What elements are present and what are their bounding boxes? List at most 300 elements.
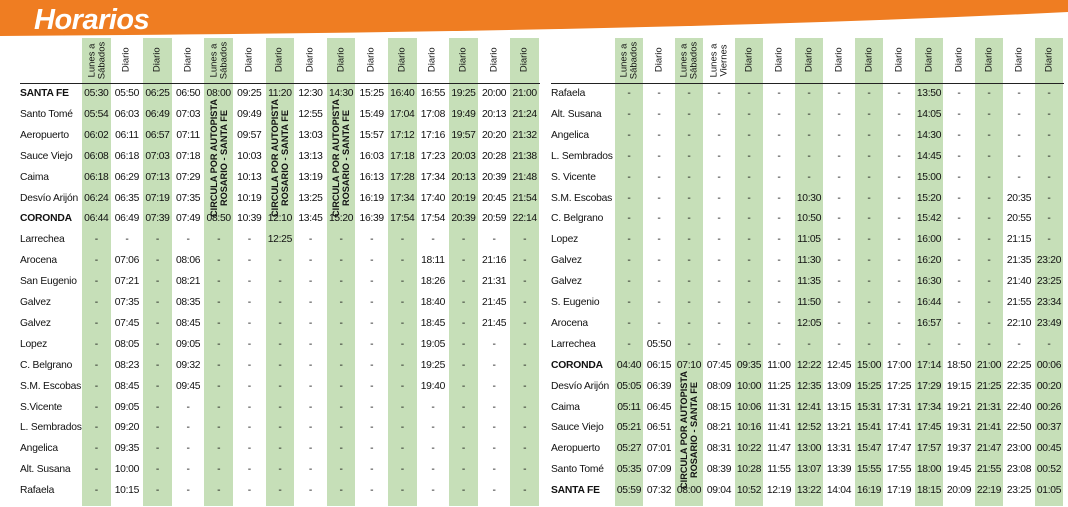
time-cell: - <box>837 88 841 99</box>
time-cell: - <box>777 338 781 350</box>
time-cell: - <box>431 401 435 413</box>
time-cell: 11:55 <box>767 464 791 476</box>
time-cell: - <box>370 401 374 413</box>
time-cell: - <box>94 338 98 350</box>
time-cell: 21:32 <box>512 129 537 141</box>
time-cell: 07:49 <box>175 213 201 225</box>
time-cell: 17:23 <box>420 150 446 162</box>
time-cell: 17:04 <box>390 108 415 120</box>
time-cell: - <box>186 485 190 497</box>
time-cell: 21:25 <box>976 380 1002 392</box>
time-cell: - <box>278 255 282 267</box>
time-cell: - <box>1047 213 1051 225</box>
time-cell: - <box>657 108 661 120</box>
time-cell: - <box>339 234 343 246</box>
time-cell: - <box>523 443 527 455</box>
time-cell: 10:39 <box>237 213 262 225</box>
time-cell: - <box>247 338 251 350</box>
time-cell: 08:35 <box>175 297 201 308</box>
time-cell: - <box>400 338 404 350</box>
time-cell: - <box>867 317 871 329</box>
time-cell: - <box>777 317 781 329</box>
time-cell: 16:19 <box>856 485 882 497</box>
time-cell: - <box>777 108 781 120</box>
time-cell: 06:29 <box>114 171 140 183</box>
time-cell: 15:55 <box>856 464 882 476</box>
time-cell: - <box>278 464 282 476</box>
column-header: Diario <box>773 47 785 73</box>
time-cell: 17:57 <box>916 443 942 455</box>
time-cell: - <box>278 317 282 329</box>
time-cell: - <box>957 276 961 288</box>
time-cell: 06:08 <box>84 150 109 162</box>
time-cell: 11:25 <box>767 380 791 392</box>
time-cell: 20:35 <box>1006 192 1032 204</box>
time-cell: 09:35 <box>114 443 140 455</box>
time-cell: - <box>837 338 841 350</box>
time-cell: 07:10 <box>676 359 702 371</box>
time-cell: - <box>400 297 404 308</box>
header-banner <box>0 0 1068 40</box>
time-cell: - <box>370 422 374 434</box>
time-cell: - <box>247 443 251 455</box>
time-cell: 11:00 <box>767 359 791 371</box>
time-cell: 20:39 <box>481 171 507 183</box>
time-cell: - <box>657 129 661 141</box>
time-cell: 15:49 <box>359 108 384 120</box>
time-cell: - <box>687 171 691 183</box>
time-cell: - <box>627 171 631 183</box>
time-cell: - <box>247 422 251 434</box>
time-cell: 20:55 <box>1006 213 1032 225</box>
time-cell: - <box>987 234 991 246</box>
time-cell: 06:24 <box>84 192 109 204</box>
time-cell: - <box>657 171 661 183</box>
time-cell: 15:00 <box>916 171 942 183</box>
station-name: SANTA FE <box>551 485 600 497</box>
time-cell: - <box>867 276 871 288</box>
time-cell: - <box>94 443 98 455</box>
time-cell: - <box>1017 150 1021 162</box>
station-name: Lopez <box>20 338 48 350</box>
time-cell: - <box>278 380 282 392</box>
time-cell: - <box>523 401 527 413</box>
column-header: Diario <box>983 47 995 73</box>
time-cell: - <box>339 317 343 329</box>
time-cell: - <box>897 276 901 288</box>
time-cell: - <box>777 192 781 204</box>
time-cell: - <box>308 297 313 308</box>
time-cell: 15:41 <box>856 422 882 434</box>
time-cell: - <box>370 234 374 246</box>
time-cell: 10:13 <box>237 171 262 183</box>
time-cell: - <box>155 443 160 455</box>
time-cell: 09:57 <box>237 129 262 141</box>
time-cell: 08:45 <box>175 317 201 329</box>
time-cell: - <box>1047 150 1051 162</box>
time-cell: - <box>523 255 527 267</box>
time-cell: - <box>687 317 691 329</box>
column-header: Diario <box>243 47 255 73</box>
time-cell: 08:21 <box>706 422 732 434</box>
time-cell: - <box>217 297 221 308</box>
time-cell: - <box>308 276 313 288</box>
time-cell: - <box>217 276 221 288</box>
time-cell: - <box>155 359 160 371</box>
time-cell: 11:20 <box>268 88 292 99</box>
time-cell: 18:50 <box>946 359 972 371</box>
time-cell: - <box>492 338 496 350</box>
time-cell: - <box>957 234 961 246</box>
time-cell: 08:05 <box>114 338 140 350</box>
time-cell: - <box>370 443 374 455</box>
time-cell: 19:49 <box>451 108 476 120</box>
time-cell: - <box>186 401 190 413</box>
time-cell: - <box>807 88 811 99</box>
time-cell: - <box>837 150 841 162</box>
column-header: Diario <box>833 47 845 73</box>
time-cell: 12:25 <box>267 234 293 246</box>
station-name: S.Vicente <box>20 401 63 413</box>
time-cell: - <box>431 464 435 476</box>
time-cell: - <box>957 338 961 350</box>
time-cell: 20:13 <box>451 171 476 183</box>
time-cell: 10:06 <box>736 401 762 413</box>
station-name: S. Eugenio <box>551 297 600 308</box>
time-cell: - <box>897 88 901 99</box>
time-cell: - <box>957 150 961 162</box>
time-cell: - <box>492 422 496 434</box>
time-cell: - <box>370 359 374 371</box>
time-cell: 15:42 <box>916 213 942 225</box>
time-cell: 08:50 <box>206 213 231 225</box>
column-header: Diario <box>488 47 500 73</box>
time-cell: - <box>747 317 751 329</box>
time-cell: - <box>627 234 631 246</box>
time-cell: - <box>687 338 691 350</box>
time-cell: - <box>155 338 160 350</box>
station-name: San Eugenio <box>20 276 77 288</box>
time-cell: - <box>339 485 343 497</box>
time-cell: 07:11 <box>176 129 200 141</box>
column-header: Lunes a Sábados <box>85 41 107 79</box>
time-cell: - <box>94 359 98 371</box>
time-cell: - <box>987 150 991 162</box>
time-cell: - <box>747 338 751 350</box>
time-cell: - <box>308 422 313 434</box>
time-cell: - <box>717 171 721 183</box>
time-cell: 10:16 <box>736 422 762 434</box>
time-cell: 22:19 <box>976 485 1002 497</box>
time-cell: - <box>523 380 527 392</box>
time-cell: 10:00 <box>114 464 140 476</box>
time-cell: - <box>339 401 343 413</box>
time-cell: - <box>777 276 781 288</box>
time-cell: 07:09 <box>646 464 672 476</box>
time-cell: 14:04 <box>826 485 852 497</box>
time-cell: - <box>461 464 466 476</box>
station-name: Alt. Susana <box>20 464 71 476</box>
station-name: S.M. Escobas <box>551 192 613 204</box>
time-cell: - <box>957 297 961 308</box>
time-cell: - <box>461 276 466 288</box>
time-cell: - <box>523 464 527 476</box>
time-cell: - <box>837 234 841 246</box>
time-cell: - <box>627 255 631 267</box>
column-header: Diario <box>304 47 316 73</box>
time-cell: 10:30 <box>796 192 822 204</box>
time-cell: - <box>717 234 721 246</box>
time-cell: - <box>657 88 661 99</box>
time-cell: 15:25 <box>359 88 384 99</box>
time-cell: - <box>987 297 991 308</box>
time-cell: - <box>217 359 221 371</box>
station-name: Santo Tomé <box>20 108 73 120</box>
time-cell: - <box>155 276 160 288</box>
time-cell: - <box>897 192 901 204</box>
time-cell: - <box>837 171 841 183</box>
time-cell: 19:45 <box>946 464 972 476</box>
time-cell: - <box>186 234 190 246</box>
station-name: Galvez <box>551 255 582 267</box>
time-cell: 07:29 <box>175 171 201 183</box>
station-name: Aeropuerto <box>20 129 69 141</box>
time-cell: 16:55 <box>420 88 446 99</box>
time-cell: 19:25 <box>451 88 476 99</box>
time-cell: - <box>837 129 841 141</box>
time-cell: 07:35 <box>114 297 140 308</box>
time-cell: 14:45 <box>916 150 942 162</box>
time-cell: - <box>837 297 841 308</box>
time-cell: 21:38 <box>512 150 537 162</box>
time-cell: - <box>278 443 282 455</box>
time-cell: 19:15 <box>946 380 972 392</box>
time-cell: 19:05 <box>420 338 446 350</box>
time-cell: - <box>957 317 961 329</box>
time-cell: - <box>308 464 313 476</box>
time-cell: 21:31 <box>976 401 1002 413</box>
time-cell: 05:35 <box>616 464 642 476</box>
time-cell: - <box>687 108 691 120</box>
time-cell: 14:30 <box>916 129 942 141</box>
time-cell: - <box>155 297 160 308</box>
time-cell: 18:15 <box>916 485 942 497</box>
time-cell: - <box>747 150 751 162</box>
time-cell: - <box>308 255 313 267</box>
time-cell: 21:55 <box>976 464 1002 476</box>
time-cell: - <box>687 234 691 246</box>
time-cell: 10:52 <box>736 485 762 497</box>
time-cell: - <box>308 338 313 350</box>
time-cell: - <box>987 213 991 225</box>
time-cell: - <box>492 485 496 497</box>
time-cell: 12:22 <box>796 359 822 371</box>
time-cell: - <box>523 485 527 497</box>
time-cell: - <box>155 464 160 476</box>
time-cell: - <box>687 129 691 141</box>
time-cell: - <box>461 338 466 350</box>
time-cell: 00:06 <box>1036 359 1062 371</box>
time-cell: - <box>278 401 282 413</box>
time-cell: - <box>987 88 991 99</box>
time-cell: - <box>1047 129 1051 141</box>
column-header: Diario <box>953 47 965 73</box>
time-cell: - <box>308 443 313 455</box>
time-cell: - <box>687 88 691 99</box>
column-header: Diario <box>518 47 530 73</box>
time-cell: - <box>717 129 721 141</box>
time-cell: - <box>957 88 961 99</box>
time-cell: - <box>837 255 841 267</box>
header-rule <box>551 83 1064 84</box>
time-cell: 17:34 <box>916 401 942 413</box>
time-cell: 07:03 <box>175 108 201 120</box>
time-cell: - <box>717 150 721 162</box>
time-cell: - <box>717 276 721 288</box>
time-cell: - <box>657 234 661 246</box>
station-name: C. Belgrano <box>551 213 604 225</box>
time-cell: 07:21 <box>114 276 140 288</box>
time-cell: - <box>400 234 404 246</box>
time-cell: - <box>957 108 961 120</box>
time-cell: - <box>717 88 721 99</box>
time-cell: 21:31 <box>481 276 507 288</box>
time-cell: 23:20 <box>1036 255 1062 267</box>
time-cell: - <box>370 380 374 392</box>
time-cell: 06:51 <box>646 422 672 434</box>
time-cell: 09:05 <box>175 338 201 350</box>
time-cell: 21:00 <box>512 88 537 99</box>
time-cell: - <box>217 255 221 267</box>
time-cell: 09:05 <box>114 401 140 413</box>
station-name: S. Vicente <box>551 171 596 183</box>
station-name: Rafaela <box>20 485 55 497</box>
station-name: C. Belgrano <box>20 359 73 371</box>
time-cell: 19:31 <box>946 422 972 434</box>
time-cell: - <box>94 464 98 476</box>
station-name: Alt. Susana <box>551 108 602 120</box>
time-cell: - <box>370 464 374 476</box>
time-cell: - <box>987 192 991 204</box>
time-cell: 09:49 <box>237 108 262 120</box>
time-cell: - <box>155 234 160 246</box>
time-cell: 15:47 <box>856 443 882 455</box>
time-cell: 21:40 <box>1006 276 1032 288</box>
time-cell: 10:15 <box>114 485 140 497</box>
time-cell: 00:26 <box>1036 401 1062 413</box>
time-cell: - <box>897 297 901 308</box>
time-cell: 17:29 <box>916 380 942 392</box>
time-cell: - <box>807 108 811 120</box>
station-name: Desvío Arijón <box>551 380 610 392</box>
time-cell: - <box>247 401 251 413</box>
time-cell: 07:13 <box>145 171 170 183</box>
time-cell: - <box>339 359 343 371</box>
time-cell: - <box>308 485 313 497</box>
time-cell: - <box>747 213 751 225</box>
time-cell: 15:57 <box>359 129 384 141</box>
time-cell: - <box>627 338 631 350</box>
time-cell: - <box>278 485 282 497</box>
highway-note: CIRCULA POR AUTOPISTA ROSARIO - SANTA FE <box>269 99 290 218</box>
time-cell: - <box>186 422 190 434</box>
time-cell: - <box>747 129 751 141</box>
time-cell: - <box>400 422 404 434</box>
time-cell: - <box>1017 171 1021 183</box>
time-cell: - <box>431 443 435 455</box>
time-cell: 09:32 <box>175 359 201 371</box>
time-cell: - <box>717 297 721 308</box>
column-header: Diario <box>653 47 665 73</box>
time-cell: - <box>94 276 98 288</box>
time-cell: - <box>867 297 871 308</box>
time-cell: - <box>1047 338 1051 350</box>
time-cell: 19:57 <box>451 129 476 141</box>
time-cell: 17:16 <box>420 129 446 141</box>
time-cell: 07:06 <box>114 255 140 267</box>
column-header: Diario <box>427 47 439 73</box>
time-cell: - <box>461 401 466 413</box>
time-cell: - <box>523 234 527 246</box>
time-cell: - <box>492 443 496 455</box>
time-cell: - <box>247 255 251 267</box>
time-cell: 17:00 <box>886 359 912 371</box>
time-cell: 13:07 <box>796 464 822 476</box>
time-cell: - <box>370 485 374 497</box>
time-cell: - <box>957 129 961 141</box>
time-cell: 10:28 <box>736 464 762 476</box>
time-cell: - <box>897 150 901 162</box>
time-cell: 00:37 <box>1036 422 1062 434</box>
header-rule <box>20 83 540 84</box>
time-cell: 21:00 <box>976 359 1002 371</box>
time-cell: 18:45 <box>420 317 446 329</box>
time-cell: 13:25 <box>298 192 323 204</box>
time-cell: 09:35 <box>736 359 762 371</box>
time-cell: 06:18 <box>114 150 140 162</box>
time-cell: - <box>807 150 811 162</box>
time-cell: - <box>278 276 282 288</box>
time-cell: - <box>247 464 251 476</box>
page-title: Horarios <box>34 4 150 36</box>
time-cell: 09:04 <box>706 485 732 497</box>
time-cell: - <box>492 464 496 476</box>
station-name: SANTA FE <box>20 88 69 99</box>
time-cell: - <box>400 401 404 413</box>
time-cell: 17:47 <box>886 443 912 455</box>
station-name: Galvez <box>551 276 582 288</box>
time-cell: - <box>1047 108 1051 120</box>
time-cell: - <box>492 359 496 371</box>
time-cell: 08:21 <box>175 276 201 288</box>
time-cell: 07:45 <box>114 317 140 329</box>
time-cell: - <box>867 88 871 99</box>
time-cell: 20:59 <box>481 213 507 225</box>
station-name: Aeropuerto <box>551 443 600 455</box>
time-cell: - <box>867 171 871 183</box>
time-cell: - <box>867 150 871 162</box>
time-cell: 12:19 <box>766 485 792 497</box>
time-cell: - <box>155 255 160 267</box>
time-cell: - <box>807 129 811 141</box>
station-name: CORONDA <box>551 359 603 371</box>
station-name: S.M. Escobas <box>20 380 82 392</box>
time-cell: 13:22 <box>796 485 822 497</box>
time-cell: - <box>461 234 466 246</box>
time-cell: 07:45 <box>706 359 732 371</box>
time-cell: - <box>400 380 404 392</box>
time-cell: 18:11 <box>421 255 445 267</box>
